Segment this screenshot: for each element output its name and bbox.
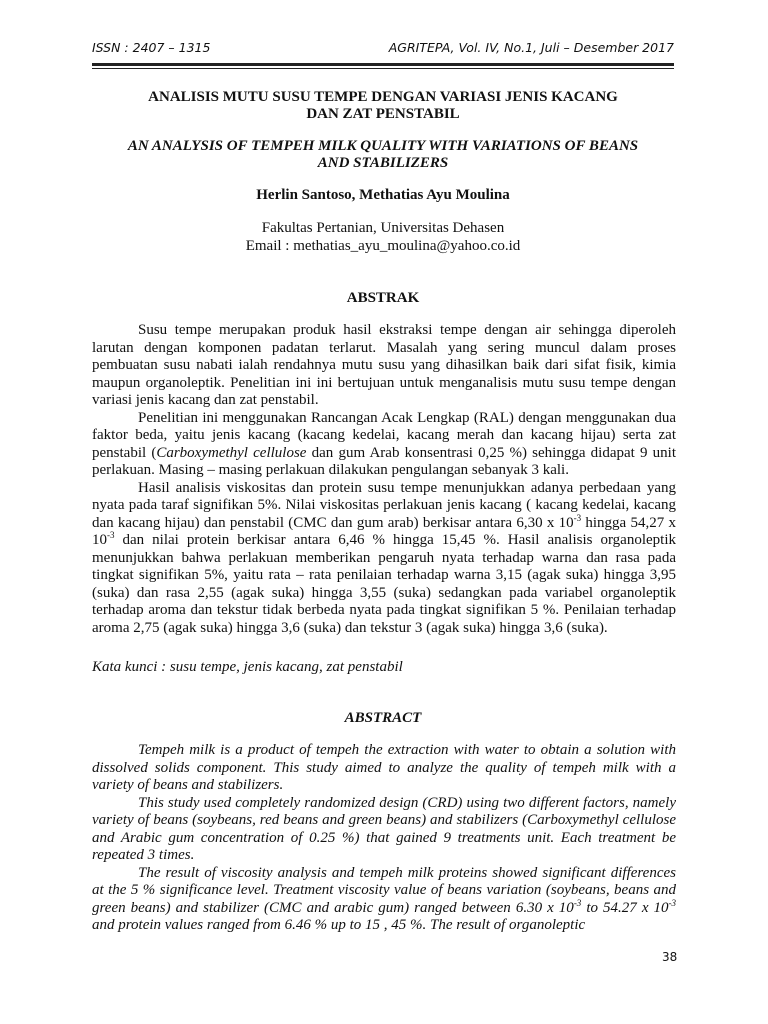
title-id-line2: DAN ZAT PENSTABIL: [306, 106, 460, 122]
abstract-heading: ABSTRACT: [344, 710, 422, 726]
header-rule-thick: [92, 63, 674, 66]
page-number: 38: [662, 950, 678, 964]
text-span: dan gum Arab konsentrasi 0,25 %) sehingga didapat 9 unit perlakuan. Masing – masing perlakuan dilakukan pengulangan sebanyak 3 kali.: [92, 444, 676, 478]
title-en-line1: AN ANALYSIS OF TEMPEH MILK QUALITY WITH VARIATIONS OF BEANS: [127, 138, 639, 154]
email: Email : methatias_ayu_moulina@yahoo.co.id: [245, 238, 521, 254]
title-id-line1: ANALISIS MUTU SUSU TEMPE DENGAN VARIASI JENIS KACANG: [148, 89, 618, 105]
abstrak-paragraph: [92, 480, 676, 638]
abstrak-paragraph: [92, 410, 676, 480]
italic-term: Carboxymethyl cellulose: [156, 444, 307, 461]
exponent: -3: [573, 897, 582, 908]
text-span: Penelitian ini menggunakan Rancangan Acak Lengkap (RAL) dengan menggunakan dua faktor beda, yaitu jenis kacang (kacang kedelai, kacang merah dan kacang hijau) serta zat penstabil (: [92, 409, 676, 461]
text-span: and protein values ranged from 6.46 % up to 15 , 45 %. The result of organoleptic: [92, 917, 586, 933]
authors: Herlin Santoso, Methatias Ayu Moulina: [256, 187, 510, 203]
abstract-paragraph: Tempeh milk is a product of tempeh the extraction with water to obtain a solution with dissolved solids component. This study aimed to analyze the quality of tempeh milk with a variety of beans and stabilizers.: [92, 742, 676, 793]
text-span: The result of viscosity analysis and tempeh milk proteins showed significant differences at the 5 % significance level. Treatment viscosity value of beans variation (soybeans, beans and green beans) and stabilizer (CMC and arabic gum) ranged between 6.30 x 10: [92, 864, 676, 916]
text-span: hingga 54,27 x 10: [92, 514, 676, 548]
keywords: Kata kunci : susu tempe, jenis kacang, zat penstabil: [92, 659, 403, 675]
abstrak-paragraph: Susu tempe merupakan produk hasil ekstraksi tempe dengan air sehingga diperoleh larutan dengan komponen padatan terlarut. Masalah yang sering muncul dalam proses pembuatan susu nabati ialah rendahnya mutu susu yang dihasilkan baik dari sifat fisik, kimia maupun organoleptik. Penelitian ini ini bertujuan untuk menganalisis mutu susu tempe dengan variasi jenis kacang dan zat penstabil.: [92, 322, 676, 408]
abstract-paragraph: [92, 865, 676, 935]
exponent: -3: [107, 530, 115, 540]
abstract-body: [92, 742, 676, 935]
exponent: -3: [668, 897, 677, 908]
journal-citation: AGRITEPA, Vol. IV, No.1, Juli – Desember 2017: [388, 40, 674, 55]
header-rule-thin: [92, 68, 674, 69]
running-header: [92, 40, 674, 55]
abstract-paragraph: This study used completely randomized design (CRD) using two different factors, namely variety of beans (soybeans, red beans and green beans) and stabilizers (Carboxymethyl cellulose and Arabic gum concentration of 0.25 %) that gained 9 treatments unit. Each treatment be repeated 3 times.: [92, 794, 676, 863]
title-en-line2: AND STABILIZERS: [317, 155, 449, 171]
abstrak-body: [92, 322, 676, 637]
text-span: dan nilai protein berkisar antara 6,46 % hingga 15,45 %. Hasil analisis organoleptik menunjukkan bahwa perlakuan memberikan pengaruh nyata terhadap warna dan rasa pada tingkat signifikan 5%, yaitu rata – rata penilaian terhadap warna 3,15 (agak suka) hingga 3,95 (suka) dan rasa 2,55 (agak suka) hingga 3,55 (suka) sedangkan pada variabel organoleptik terhadap aroma dan tekstur tidak berbeda nyata pada tingkat signifikan 5 %. Penilaian terhadap aroma 2,75 (agak suka) hingga 3,6 (suka) dan tekstur 3 (agak suka) hingga 3,6 (suka).: [92, 532, 676, 636]
text-span: to 54.27 x 10: [581, 899, 669, 916]
title-english: [92, 138, 674, 172]
title-indonesian: [92, 89, 674, 123]
abstrak-heading: ABSTRAK: [346, 290, 420, 306]
text-span: Hasil analisis viskositas dan protein susu tempe menunjukkan adanya perbedaan yang nyata pada taraf signifikan 5%. Nilai viskositas perlakuan jenis kacang ( kacang kedelai, kacang dan kacang hijau) dan penstabil (CMC dan gum arab) berkisar antara 6,30 x 10: [92, 479, 676, 531]
issn: ISSN : 2407 – 1315: [92, 40, 211, 55]
affiliation: Fakultas Pertanian, Universitas Dehasen: [261, 220, 505, 236]
exponent: -3: [573, 512, 582, 523]
